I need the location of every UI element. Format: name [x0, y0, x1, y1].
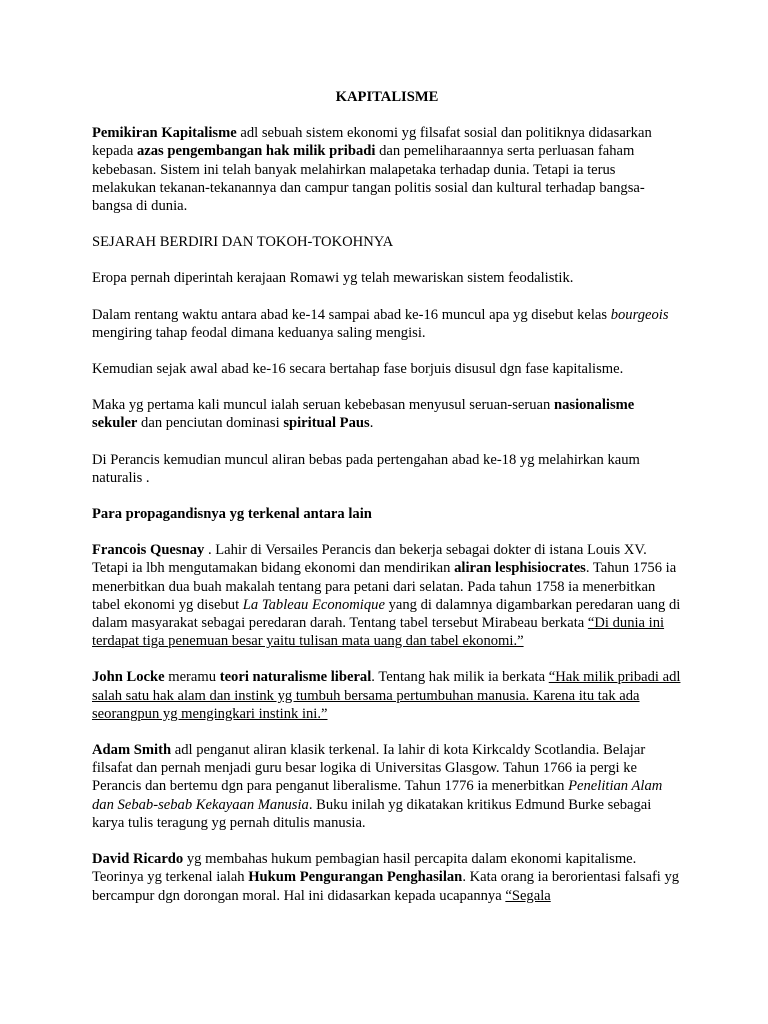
paragraph-nationalism [92, 396, 682, 432]
paragraph-quesnay [92, 541, 682, 650]
text-span: Dalam rentang waktu antara abad ke-14 sampai abad ke-16 muncul apa yg disebut kelas [92, 306, 611, 323]
person-name: Francois Quesnay [92, 542, 205, 559]
underlined-quote: “Di dunia ini terdapat tiga penemuan besar yaitu tulisan mata uang dan tabel ekonomi.” [92, 615, 665, 650]
paragraph-locke [92, 668, 682, 723]
text-span: meramu [164, 669, 220, 686]
text-span: . Lahir di Versailes Perancis dan bekerja sebagai dokter di istana Louis XV. Tetapi ia lbh mengutamakan bidang ekonomi dan mendirikan [92, 542, 647, 577]
section-heading-history: SEJARAH BERDIRI DAN TOKOH-TOKOHNYA [92, 234, 394, 251]
bold-term: Hukum Pengurangan Penghasilan [248, 869, 463, 886]
text-span: dan penciutan dominasi [137, 415, 284, 432]
bold-term: Pemikiran Kapitalisme [92, 125, 237, 142]
paragraph-intro [92, 124, 682, 215]
bold-term: azas pengembangan hak milik pribadi [136, 143, 376, 160]
bold-term: spiritual Paus [283, 415, 370, 432]
italic-term: bourgeois [610, 306, 669, 323]
text-span: yg membahas hukum pembagian hasil percapita dalam ekonomi kapitalisme. Teorinya yg terkenal ialah [92, 851, 637, 886]
text-span: yang di dalamnya digambarkan peredaran uang di dalam masyarakat sebagai peredaran darah. Tentang tabel tersebut Mirabeau berkata [92, 596, 681, 632]
italic-term: Penelitian Alam dan Sebab-sebab Kekayaan Manusia [92, 778, 663, 813]
text-span: . Buku inilah yg dikatakan kritikus Edmund Burke sebagai karya tulis teragung yg pernah ditulis manusia. [92, 796, 652, 831]
section-heading-propagandists: Para propagandisnya yg terkenal antara lain [92, 506, 372, 523]
paragraph-smith [92, 741, 682, 832]
underlined-quote: “Hak milik pribadi adl salah satu hak alam dan instink yg tumbuh bersama pertumbuhan manusia. Karena itu tak ada seorangpun yg mengingkari instink ini.” [92, 669, 681, 722]
document-title: KAPITALISME [335, 89, 439, 105]
bold-term: aliran lesphisiocrates [454, 560, 586, 577]
italic-term: La Tableau Economique [242, 596, 385, 613]
paragraph-ricardo [92, 850, 682, 905]
bold-term: teori naturalisme liberal [219, 669, 372, 686]
text-span: adl sebuah sistem ekonomi yg filsafat sosial dan politiknya didasarkan kepada [92, 125, 652, 160]
text-span: mengiring tahap feodal dimana keduanya saling mengisi. [92, 324, 426, 341]
person-name: John Locke [92, 669, 165, 686]
text-span: adl penganut aliran klasik terkenal. Ia lahir di kota Kirkcaldy Scotlandia. Belajar filsafat dan pernah menjadi guru besar logika di Universitas Glasgow. Tahun 1766 ia pergi ke Perancis dan bertemu dgn para penganut liberalisme. Tahun 1776 ia menerbitkan [92, 742, 646, 795]
paragraph-bourgeois [92, 306, 682, 342]
text-span: dan pemeliharaannya serta perluasan faham kebebasan. Sistem ini telah banyak melahirkan malapetaka terhadap dunia. Tetapi ia terus melakukan tekanan-tekanannya dan campur tangan politis sosial dan kultural terhadap bangsa-bangsa di dunia. [92, 143, 645, 215]
paragraph-roman-empire: Eropa pernah diperintah kerajaan Romawi yg telah mewariskan sistem feodalistik. [92, 270, 574, 287]
text-span: Maka yg pertama kali muncul ialah seruan kebebasan menyusul seruan-seruan [92, 397, 554, 414]
person-name: Adam Smith [92, 742, 172, 759]
person-name: David Ricardo [92, 851, 184, 868]
underlined-quote: “Segala [505, 887, 551, 904]
text-span: . Tentang hak milik ia berkata [371, 669, 549, 686]
bold-term: nasionalisme sekuler [92, 397, 635, 432]
text-span: . Tahun 1756 ia menerbitkan dua buah makalah tentang para petani dari selatan. Pada tahun 1758 ia menerbitkan tabel ekonomi yg disebut [92, 560, 677, 613]
paragraph-capitalism-phase: Kemudian sejak awal abad ke-16 secara bertahap fase borjuis disusul dgn fase kapitalisme. [92, 361, 624, 378]
text-span: . [369, 415, 374, 432]
text-span: . Kata orang ia berorientasi falsafi yg bercampur dgn dorongan moral. Hal ini didasarkan kepada ucapannya [92, 869, 680, 904]
document-page [92, 88, 682, 923]
paragraph-naturalists: Di Perancis kemudian muncul aliran bebas pada pertengahan abad ke-18 yg melahirkan kaum naturalis . [92, 451, 640, 486]
